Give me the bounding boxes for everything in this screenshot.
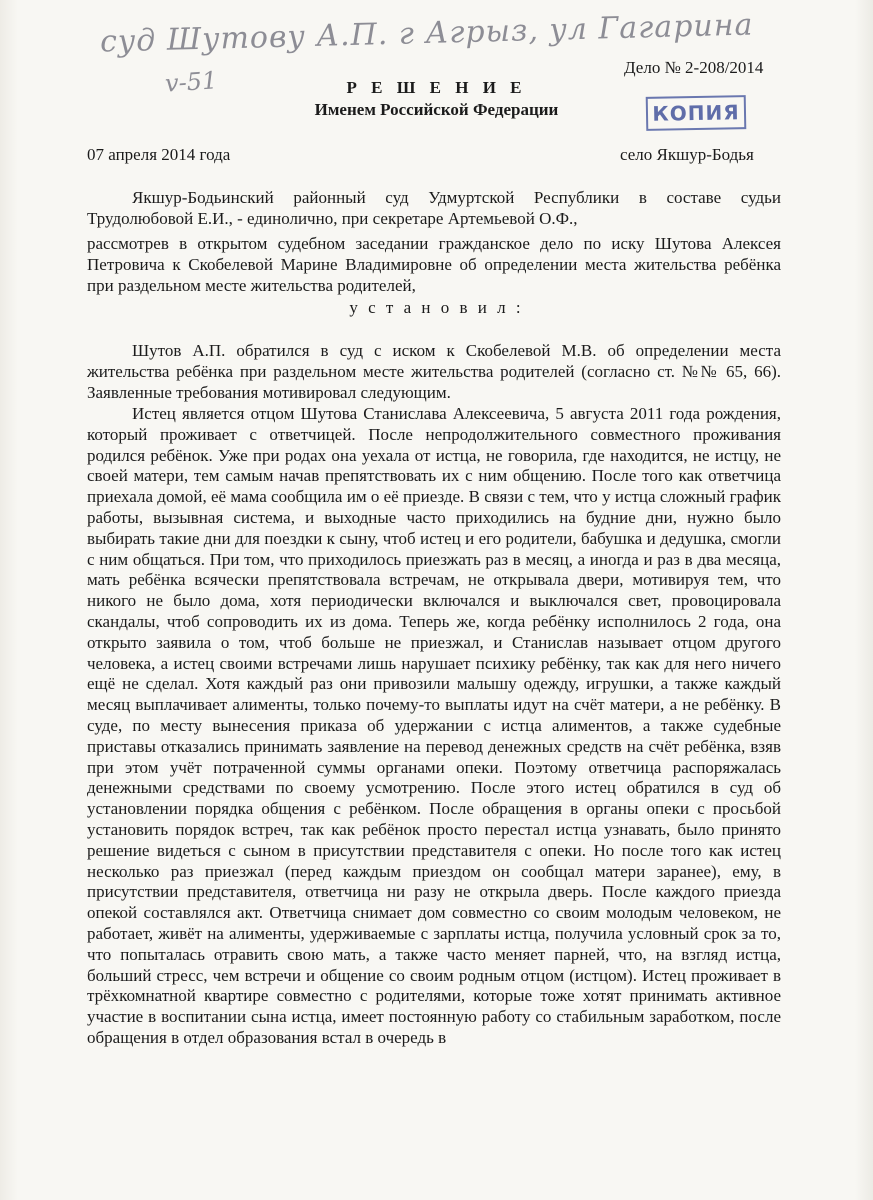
document-title: Р Е Ш Е Н И Е (346, 78, 527, 97)
court-composition-paragraph: Якшур-Бодьинский районный суд Удмуртской Республики в составе судьи Трудолюбовой Е.И., - единолично, при секретаре Артемьевой О.Ф., (87, 188, 781, 228)
claim-paragraph: Шутов А.П. обратился в суд с иском к Скобелевой М.В. об определении места жительства ребёнка при раздельном месте жительства родителей (согласно ст. №№ 65, 66). Заявленные требования мотивировал следующим. (87, 341, 781, 402)
copy-stamp: КОПИЯ (646, 95, 747, 131)
document-subtitle: Именем Российской Федерации (314, 100, 559, 119)
plaintiff-statement-paragraph: Истец является отцом Шутова Станислава Алексеевича, 5 августа 2011 года рождения, который проживает с ответчицей. После непродолжительного совместного проживания родился ребёнок. Уже при родах она уехала от истца, не говорила, где находится, не истцу, не своей матери, тем самым начав препятствовать их с ним общению. После того как ответчица приехала домой, её мама сообщила им о её приезде. В связи с тем, что у истца сложный график работы, вызывная система, и выходные часто приходились на будние дни, нужно было выбирать такие дни для поездки к сыну, чтоб истец и его родители, бабушка и дедушка, смогли с ним общаться. При том, что приходилось приезжать раз в месяц, а иногда и раз в два месяца, мать ребёнка всячески препятствовала встречам, не открывала двери, мотивируя тем, что никого не было дома, хотя периодически включался и выключался свет, провоцировала скандалы, чтоб сопроводить их из дома. Теперь же, когда ребёнку исполнилось 2 года, она открыто заявила о том, чтоб больше не приезжал, и Станислав называет отцом другого человека, а истец своими встречами лишь нарушает психику ребёнку, так как для него ничего ещё не сделал. Хотя каждый раз они привозили малышу одежду, игрушки, а также каждый месяц выплачивает алименты, только почему-то выплаты идут на счёт матери, а не ребёнку. В суде, по месту вынесения приказа об удержании с истца алиментов, а также судебные приставы отказались принимать заявление на перевод денежных средств на счёт ребёнка, взяв при этом учёт потраченной суммы органами опеки. Поэтому ответчица распоряжалась денежными средствами по своему усмотрению. После этого истец обратился в суд об установлении порядка общения с ребёнком. После обращения в органы опеки с просьбой установить порядок встреч, так как ребёнок просто перестал истца узнавать, было принято решение видеться с сыном в присутствии представителя с опеки. Но после того как истец несколько раз приезжал (перед каждым приездом он сообщал матери заранее), ему, в присутствии представителя, ответчица ни разу не открыла дверь. После каждого приезда опекой составлялся акт. Ответчица снимает дом совместно со своим молодым человеком, не работает, живёт на алименты, удерживаемые с зарплаты истца, получила условный срок за то, что попыталась отравить свою мать, а также часто меняет парней, что, на взгляд истца, больший стресс, чем встречи и общение со своим родным отцом (истцом). Истец проживает в трёхкомнатной квартире совместно с родителями, которые тоже хотят принимать активное участие в воспитании сына истца, имеет постоянную работу со стабильным заработком, после обращения в отдел образования встал в очередь в (87, 404, 781, 1047)
decision-place: село Якшур-Бодья (620, 145, 754, 164)
decision-date: 07 апреля 2014 года (87, 145, 231, 164)
case-number: Дело № 2-208/2014 (624, 58, 764, 77)
established-heading: у с т а н о в и л : (349, 298, 524, 317)
handwritten-corner-mark: v-51 (164, 66, 219, 98)
handwritten-address-note: суд Шутову А.П. г Агрыз, ул Гагарина (99, 7, 754, 60)
case-description-paragraph: рассмотрев в открытом судебном заседании гражданское дело по иску Шутова Алексея Петровича к Скобелевой Марине Владимировне об определении места жительства ребёнка при раздельном месте жительства родителей, (87, 234, 781, 295)
